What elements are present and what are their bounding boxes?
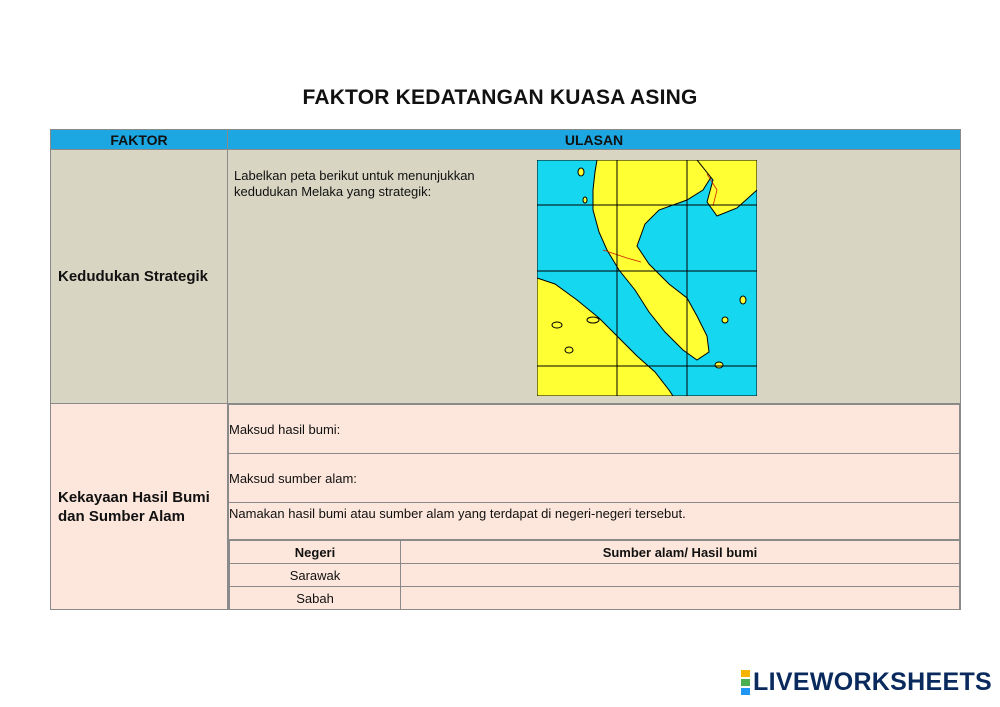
negeri-header: Negeri (230, 541, 401, 564)
ulasan-kedudukan-cell (228, 150, 961, 404)
sarawak-answer-cell[interactable] (401, 564, 960, 587)
state-sarawak: Sarawak (230, 564, 401, 587)
ulasan-header: ULASAN (228, 130, 961, 150)
question-namakan: Namakan hasil bumi atau sumber alam yang terdapat di negeri-negeri tersebut. (229, 503, 960, 540)
island (722, 317, 728, 323)
logo-text: LIVEWORKSHEETS (753, 668, 992, 696)
page-title: FAKTOR KEDATANGAN KUASA ASING (302, 86, 698, 109)
island (552, 322, 562, 328)
island (565, 347, 573, 353)
map-instruction: Labelkan peta berikut untuk menunjukkan kedudukan Melaka yang strategik: (234, 168, 475, 199)
liveworksheets-logo (741, 668, 992, 697)
faktor-kekayaan-hasil-bumi: Kekayaan Hasil Bumi dan Sumber Alam (51, 404, 228, 610)
faktor-kedudukan-strategik: Kedudukan Strategik (51, 150, 228, 404)
faktor-header: FAKTOR (51, 130, 228, 150)
malacca-strait-map (537, 160, 757, 396)
island (587, 317, 599, 323)
question-hasil-bumi: Maksud hasil bumi: (229, 405, 960, 454)
island (740, 296, 746, 304)
sabah-answer-cell[interactable] (401, 587, 960, 610)
factor-table (50, 129, 961, 610)
island (583, 197, 587, 203)
island (715, 362, 723, 368)
question-sumber-alam: Maksud sumber alam: (229, 454, 960, 503)
ulasan-kekayaan-cell (228, 404, 961, 610)
state-resource-table (229, 540, 959, 609)
island (578, 168, 584, 176)
logo-icon (741, 669, 750, 696)
question-list (228, 404, 960, 609)
state-sabah: Sabah (230, 587, 401, 610)
sumber-alam-header: Sumber alam/ Hasil bumi (401, 541, 960, 564)
